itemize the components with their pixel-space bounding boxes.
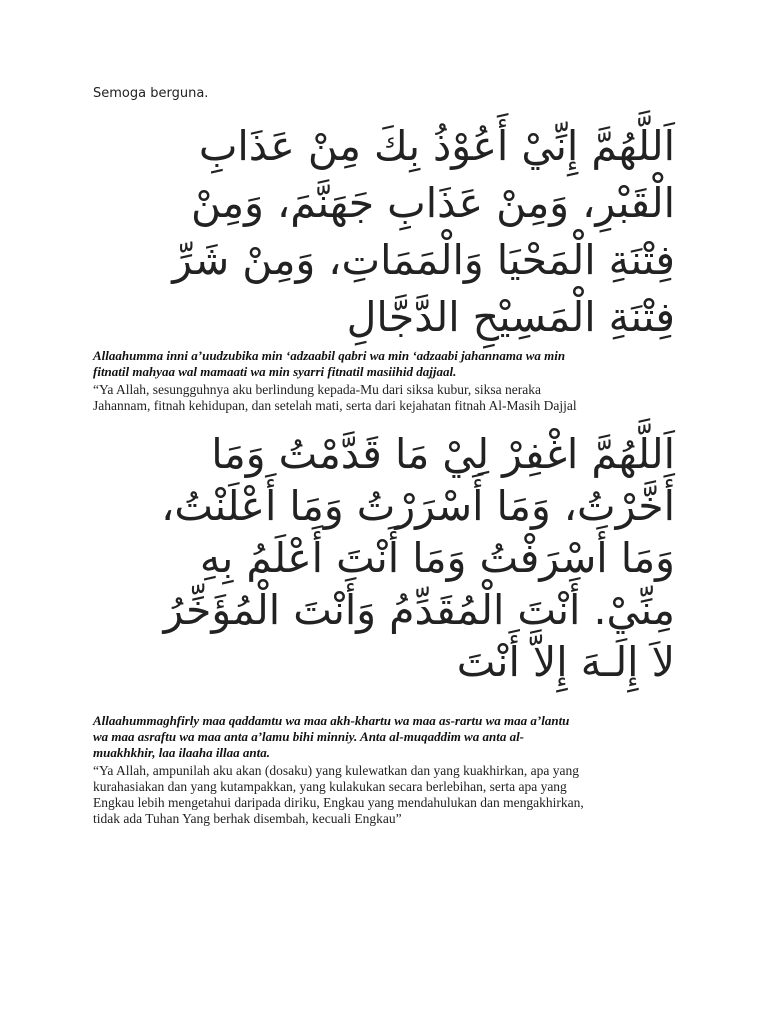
- dua2-transliteration: [93, 713, 683, 761]
- translit-line: muakhkhir, laa ilaaha illaa anta.: [93, 745, 270, 760]
- dua2-translation: [93, 763, 683, 827]
- translation-line: tidak ada Tuhan Yang berhak disembah, kecuali Engkau”: [93, 811, 402, 826]
- arabic-line: اَللَّهُمَّ اغْفِرْ لِيْ مَا قَدَّمْتُ وَمَا: [211, 430, 675, 478]
- arabic-line: الْقَبْرِ، وَمِنْ عَذَابِ جَهَنَّمَ، وَمِنْ: [190, 179, 675, 227]
- intro-text: Semoga berguna.: [93, 86, 209, 101]
- translit-line: fitnatil mahyaa wal mamaati wa min syarri fitnatil masiihid dajjaal.: [93, 364, 457, 379]
- arabic-line: مِنِّيْ. أَنْتَ الْمُقَدِّمُ وَأَنْتَ الْمُؤَخِّرُ: [163, 586, 675, 634]
- dua1-transliteration: [93, 348, 683, 380]
- translation-line: “Ya Allah, sesungguhnya aku berlindung kepada-Mu dari siksa kubur, siksa neraka: [93, 382, 541, 397]
- arabic-line: أَخَّرْتُ، وَمَا أَسْرَرْتُ وَمَا أَعْلَنْتُ،: [161, 482, 675, 530]
- translit-line: Allaahummaghfirly maa qaddamtu wa maa akh-khartu wa maa as-rartu wa maa a’lantu: [93, 713, 570, 728]
- arabic-line: لاَ إِلَـهَ إِلاَّ أَنْتَ: [456, 638, 675, 686]
- arabic-line: فِتْنَةِ الْمَحْيَا وَالْمَمَاتِ، وَمِنْ شَرِّ: [172, 236, 675, 284]
- translation-line: “Ya Allah, ampunilah aku akan (dosaku) yang kulewatkan dan yang kuakhirkan, apa yang: [93, 763, 579, 778]
- arabic-line: اَللَّهُمَّ إِنِّيْ أَعُوْذُ بِكَ مِنْ عَذَابِ: [198, 122, 675, 170]
- dua1-arabic-text: [93, 118, 675, 346]
- translation-line: Engkau lebih mengetahui daripada diriku, Engkau yang mendahulukan dan mengakhirkan,: [93, 795, 584, 810]
- translit-line: Allaahumma inni a’uudzubika min ‘adzaabil qabri wa min ‘adzaabi jahannama wa min: [93, 348, 566, 363]
- translation-line: Jahannam, fitnah kehidupan, dan setelah mati, serta dari kejahatan fitnah Al-Masih Dajjal: [93, 398, 577, 413]
- arabic-line: فِتْنَةِ الْمَسِيْحِ الدَّجَّالِ: [346, 293, 675, 341]
- dua2-arabic-text: [93, 428, 675, 688]
- translation-line: kurahasiakan dan yang kutampakkan, yang kulakukan secara berlebihan, serta apa yang: [93, 779, 567, 794]
- arabic-line: وَمَا أَسْرَفْتُ وَمَا أَنْتَ أَعْلَمُ بِهِ: [199, 534, 675, 582]
- translit-line: wa maa asraftu wa maa anta a’lamu bihi minniy. Anta al-muqaddim wa anta al-: [93, 729, 525, 744]
- dua1-translation: [93, 382, 683, 414]
